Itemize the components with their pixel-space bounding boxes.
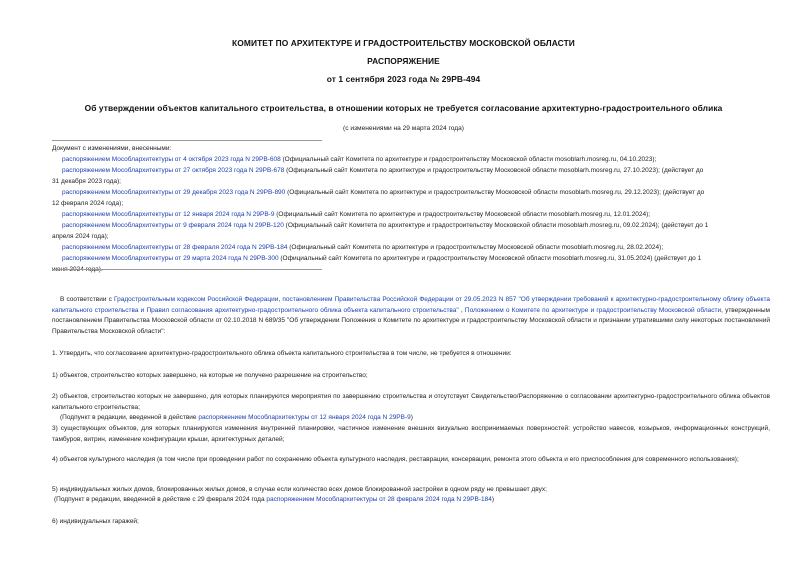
document-date-number: от 1 сентября 2023 года № 29РВ-494 <box>326 74 481 84</box>
item-1-5-note-text: (Подпункт в редакции, введенной в действие с 29 февраля 2024 года <box>54 496 267 503</box>
item-1-4: 4) объектов культурного наследия (в том числе при проведении работ по сохранению объекта культурного наследия, реставрации, консервации, ремонта этого объекта и его приспособления для современного использования); <box>52 456 739 463</box>
divider-bottom <box>52 269 322 270</box>
change-item-source: (Официальный сайт Комитета по архитектуре и градостроительству Московской области mosoblarh.mosreg.ru, 12.01.2024); <box>274 211 651 218</box>
changes-list <box>52 143 770 275</box>
link-urban-code[interactable]: Градостроительным кодексом Российской Федерации <box>113 296 279 303</box>
change-item-link[interactable]: распоряжением Мособлархитектуры от 27 октября 2023 года N 29РВ-678 <box>62 167 285 174</box>
change-item <box>52 165 770 187</box>
change-item <box>52 220 770 242</box>
change-item-source: (Официальный сайт Комитета по архитектуре и градостроительству Московской области mosoblarh.mosreg.ru, 27.10.2023); (действует до <box>284 167 704 174</box>
change-item-continuation: 12 февраля 2024 года); <box>52 200 124 207</box>
item-1-2-note-text: (Подпункт в редакции, введенной в действие <box>60 414 199 421</box>
divider-top <box>52 140 322 141</box>
change-item-continuation: апреля 2024 года); <box>52 233 109 240</box>
change-item-continuation: июня 2024 года). <box>52 266 103 273</box>
document-title: Об утверждении объектов капитального строительства, в отношении которых не требуется согласование архитектурно-градостроительного облика <box>84 103 723 113</box>
item-1-5-note-end: ) <box>491 496 494 503</box>
item-1-5-note <box>52 495 770 506</box>
link-29rv-184[interactable]: распоряжением Мособлархитектуры от 28 февраля 2024 года N 29РВ-184 <box>266 496 492 503</box>
change-item <box>52 154 770 165</box>
item-1-2-note <box>52 413 770 424</box>
link-government-decree-857[interactable]: постановлением Правительства Российской Федерации от 29.05.2023 N 857 "Об утверждении требований к архитектурно-градостроительному облику объекта капитального строительства и Правил согласования архитектурно-градостроительного облика объекта капитального строительства" <box>52 296 770 314</box>
change-item-source: (Официальный сайт Комитета по архитектуре и градостроительству Московской области mosoblarh.mosreg.ru, 04.10.2023); <box>280 156 657 163</box>
change-item-link[interactable]: распоряжением Мособлархитектуры от 9 февраля 2024 года N 29РВ-120 <box>62 222 284 229</box>
changes-intro: Документ с изменениями, внесенными: <box>52 145 172 152</box>
change-item-source: (Официальный сайт Комитета по архитектуре и градостроительству Московской области mosoblarh.mosreg.ru, 31.05.2024) (действует до 1 <box>278 255 702 262</box>
item-1-2: 2) объектов, строительство которых не завершено, для которых планируются мероприятия по завершению строительства и отсутствует Свидетельство/Распоряжение о согласовании архитектурно-градостроительного облика объектов капитального строительства; <box>52 393 770 411</box>
item-1-2-note-end: ) <box>410 414 413 421</box>
change-item-link[interactable]: распоряжением Мособлархитектуры от 12 января 2024 года N 29РВ-9 <box>62 211 275 218</box>
revision-note: (с изменениями на 29 марта 2024 года) <box>343 125 464 132</box>
change-item-link[interactable]: распоряжением Мособлархитектуры от 29 марта 2024 года N 29РВ-300 <box>62 255 279 262</box>
item-1: 1. Утвердить, что согласование архитектурно-градостроительного облика объекта капитального строительства в том числе, не требуется в отношении: <box>52 350 512 357</box>
change-item-source: (Официальный сайт Комитета по архитектуре и градостроительству Московской области mosoblarh.mosreg.ru, 09.02.2024); (действует до 1 <box>283 222 709 229</box>
item-1-6: 6) индивидуальных гаражей; <box>52 518 139 525</box>
item-1-1: 1) объектов, строительство которых завершено, на которые не получено разрешение на строительство; <box>52 372 368 379</box>
change-item-source: (Официальный сайт Комитета по архитектуре и градостроительству Московской области mosoblarh.mosreg.ru, 29.12.2023); (действует до <box>285 189 705 196</box>
change-item-link[interactable]: распоряжением Мособлархитектуры от 28 февраля 2024 года N 29РВ-184 <box>62 244 288 251</box>
change-item-link[interactable]: распоряжением Мособлархитектуры от 29 декабря 2023 года N 29РВ-890 <box>62 189 286 196</box>
change-item-continuation: 31 декабря 2023 года); <box>52 178 121 185</box>
preamble-text-1: В соответствии с <box>60 296 114 303</box>
link-committee-regulation[interactable]: Положением о Комитете по архитектуре и градостроительству Московской области <box>464 306 722 314</box>
preamble <box>52 295 770 337</box>
item-1-3: 3) существующих объектов, для которых планируются изменения внутренней планировки, частичное изменение внешних визуально воспринимаемых поверхностей: устройство навесов, козырьков, информационных конструкций, тамбуров, витрин, изменение конфигурации крыши, архитектурных деталей; <box>52 425 770 443</box>
change-item <box>52 242 770 253</box>
change-item <box>52 209 770 220</box>
change-item-link[interactable]: распоряжением Мособлархитектуры от 4 октября 2023 года N 29РВ-608 <box>62 156 281 163</box>
change-item <box>52 253 770 275</box>
preamble-text-3: , <box>458 306 465 314</box>
change-item <box>52 187 770 209</box>
link-29rv-9[interactable]: распоряжением Мособлархитектуры от 12 января 2024 года N 29РВ-9 <box>198 414 411 421</box>
item-1-5: 5) индивидуальных жилых домов, блокированных жилых домов, в случае если количество всех домов блокированной застройки в одном ряду не превышает двух; <box>52 486 547 493</box>
preamble-text-4: , утвержденным постановлением Правительства Московской области от 02.10.2018 N 689/35 "Об утверждении Положения о Комитете по архитектуре и градостроительству Московской области и признании утратившими силу некоторых постановлений Правительства Московской области": <box>52 306 770 335</box>
preamble-text-2: , <box>278 296 283 303</box>
change-item-source: (Официальный сайт Комитета по архитектуре и градостроительству Московской области mosoblarh.mosreg.ru, 28.02.2024); <box>287 244 664 251</box>
document-type: РАСПОРЯЖЕНИЕ <box>367 56 440 66</box>
committee-name: КОМИТЕТ ПО АРХИТЕКТУРЕ И ГРАДОСТРОИТЕЛЬСТВУ МОСКОВСКОЙ ОБЛАСТИ <box>232 38 575 48</box>
